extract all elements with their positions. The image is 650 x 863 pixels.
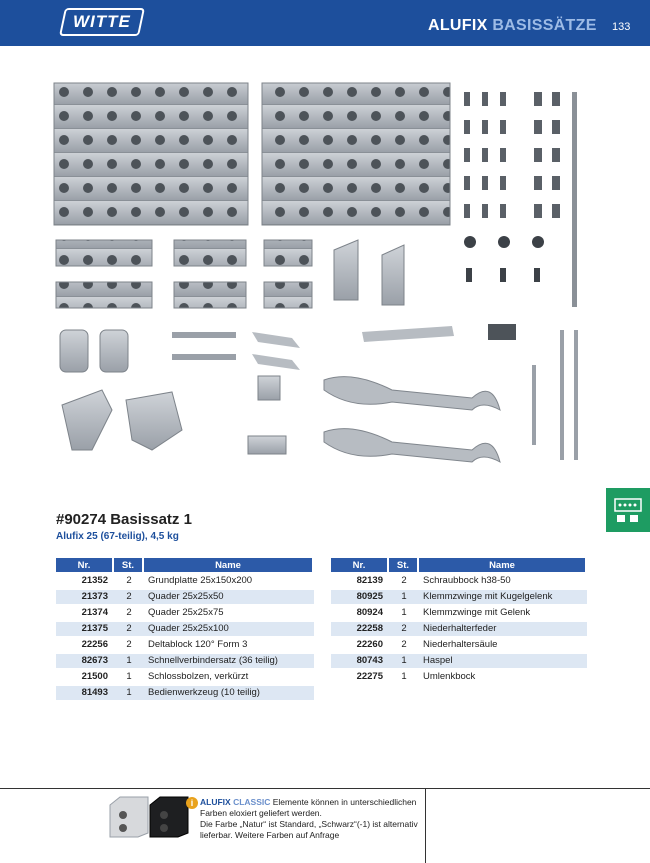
table-header-row: [331, 558, 587, 572]
column-name: Name: [419, 558, 587, 572]
cell-name: Grundplatte 25x150x200: [148, 575, 253, 586]
cell-st: 2: [126, 607, 132, 618]
page-header: [0, 0, 650, 46]
page-number: 133: [612, 21, 631, 33]
table-row: [56, 670, 314, 684]
product-photo: [52, 80, 592, 470]
cell-st: 2: [389, 622, 419, 636]
note-brand: ALUFIX: [200, 797, 231, 807]
cell-nr: 81493: [56, 686, 114, 700]
note-line-2: Die Farbe „Natur“ ist Standard, „Schwarz“(-1) ist alternativ lieferbar. Weitere Farben auf Anfrage: [200, 819, 418, 840]
cell-nr: 22256: [81, 639, 108, 650]
footer-note: [200, 797, 426, 841]
footer-divider: [0, 788, 650, 789]
cell-name: Umlenkbock: [423, 671, 476, 682]
cell-st: 2: [114, 590, 144, 604]
table-row: [331, 670, 587, 684]
cell-st: 2: [401, 639, 407, 650]
cell-nr: 21373: [56, 590, 114, 604]
cell-name: Niederhaltersäule: [423, 639, 498, 650]
table-row: [56, 622, 314, 636]
cell-name: Deltablock 120° Form 3: [148, 639, 248, 650]
cell-name: Haspel: [419, 654, 587, 668]
fixture-grid-icon: [613, 495, 643, 525]
header-title: [428, 17, 597, 35]
cell-nr: 21374: [81, 607, 108, 618]
table-row: [56, 606, 314, 620]
cell-nr: 22258: [331, 622, 389, 636]
cell-nr: 21375: [56, 622, 114, 636]
header-title-bold: ALUFIX: [428, 17, 488, 34]
cell-st: 2: [114, 622, 144, 636]
parts-table-left: [56, 556, 314, 702]
table-row: [331, 606, 587, 620]
cell-nr: 80743: [331, 654, 389, 668]
section-subtitle: Alufix 25 (67-teilig), 4,5 kg: [56, 531, 179, 542]
cell-nr: 82139: [356, 575, 383, 586]
cell-st: 2: [126, 639, 132, 650]
cell-nr: 80925: [331, 590, 389, 604]
cell-name: Schraubbock h38-50: [423, 575, 511, 586]
base-plate-right: [262, 83, 450, 225]
table-row: [56, 654, 314, 668]
cell-name: Niederhalterfeder: [419, 622, 587, 636]
cell-name: Schnellverbindersatz (36 teilig): [144, 654, 314, 668]
column-nr: Nr.: [56, 558, 114, 572]
table-row: [331, 622, 587, 636]
cell-nr: 82673: [56, 654, 114, 668]
side-tab[interactable]: [606, 488, 650, 532]
cell-name: Quader 25x25x100: [144, 622, 314, 636]
cell-st: 1: [389, 654, 419, 668]
cell-name: Bedienwerkzeug (10 teilig): [144, 686, 314, 700]
witte-logo: [59, 8, 145, 36]
cell-st: 1: [401, 607, 407, 618]
cell-st: 2: [126, 575, 132, 586]
colored-cubes-image: [108, 795, 190, 839]
cell-st: 1: [389, 590, 419, 604]
cell-nr: 22275: [356, 671, 383, 682]
table-row: [56, 590, 314, 604]
logo-text: WITTE: [73, 12, 131, 31]
column-name: Name: [144, 558, 314, 572]
note-brand-light: CLASSIC: [233, 797, 271, 807]
table-row: [331, 590, 587, 604]
cell-nr: 22260: [356, 639, 383, 650]
base-plate-left: [54, 83, 248, 225]
column-st: St.: [114, 558, 144, 572]
header-title-light: BASISSÄTZE: [492, 17, 597, 34]
cell-name: Quader 25x25x50: [144, 590, 314, 604]
table-row: [56, 686, 314, 700]
section-title: #90274 Basissatz 1: [56, 511, 192, 528]
cell-name: Klemmzwinge mit Gelenk: [423, 607, 531, 618]
cell-st: 2: [401, 575, 407, 586]
note-line-1: Elemente können in unterschiedlichen Farben eloxiert geliefert werden.: [200, 797, 417, 818]
table-row: [331, 574, 587, 588]
cell-st: 1: [114, 686, 144, 700]
cell-name: Quader 25x25x75: [148, 607, 224, 618]
parts-table-right: [331, 556, 587, 686]
cell-st: 1: [126, 671, 132, 682]
cell-nr: 80924: [356, 607, 383, 618]
table-row: [56, 638, 314, 652]
cell-nr: 21352: [81, 575, 108, 586]
table-row: [331, 638, 587, 652]
column-st: St.: [389, 558, 419, 572]
column-nr: Nr.: [331, 558, 389, 572]
table-row: [56, 574, 314, 588]
table-row: [331, 654, 587, 668]
table-header-row: [56, 558, 314, 572]
cell-nr: 21500: [81, 671, 108, 682]
cell-name: Klemmzwinge mit Kugelgelenk: [419, 590, 587, 604]
info-icon: i: [186, 797, 198, 809]
cell-st: 1: [401, 671, 407, 682]
cell-name: Schlossbolzen, verkürzt: [148, 671, 249, 682]
cell-st: 1: [114, 654, 144, 668]
